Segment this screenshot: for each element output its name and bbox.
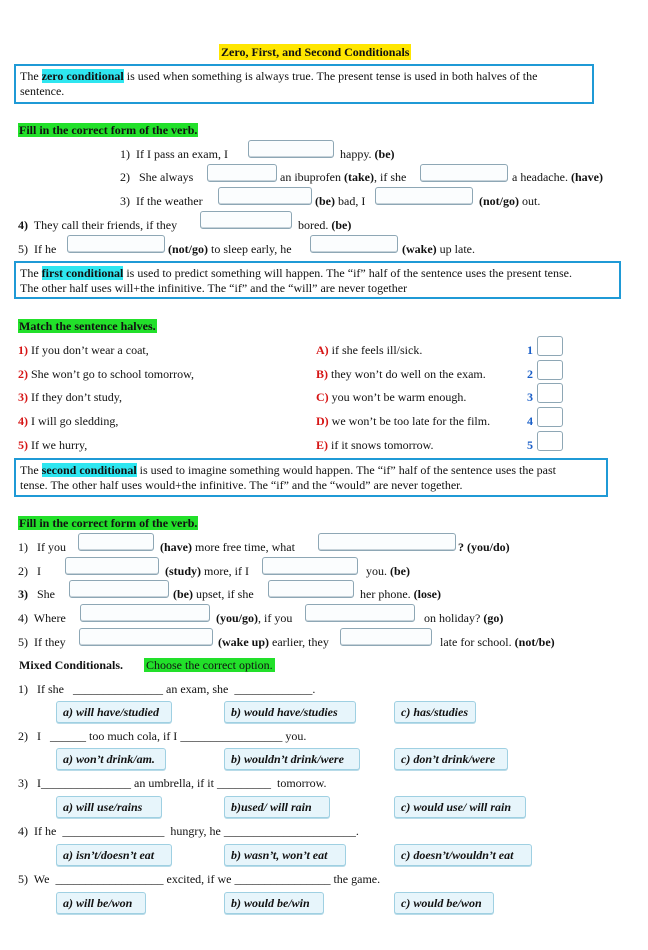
match-heading: Match the sentence halves.	[19, 319, 156, 333]
match-left-1: 1) If you don’t wear a coat,	[18, 343, 149, 357]
match-answer-input-4[interactable]	[537, 407, 563, 427]
mixed-1-option-c[interactable]: c) has/studies	[394, 701, 476, 723]
s3-item-3-input-a[interactable]	[69, 580, 169, 598]
match-left-4: 4) I will go sledding,	[18, 414, 119, 428]
match-right-e: E) if it snows tomorrow.	[316, 438, 434, 452]
mixed-item-1: 1) If she _______________ an exam, she _____________.	[18, 682, 316, 696]
match-answer-input-3[interactable]	[537, 383, 563, 403]
zero-conditional-box: The zero conditional is used when something is always true. The present tense is used in both halves of the sentence.	[14, 64, 594, 104]
s1-item-5-input-b[interactable]	[310, 235, 398, 253]
mixed-2-option-c[interactable]: c) don’t drink/were	[394, 748, 508, 770]
mixed-5-option-a[interactable]: a) will be/won	[56, 892, 146, 914]
mixed-2-option-b[interactable]: b) wouldn’t drink/were	[224, 748, 360, 770]
s3-item-5: 5) If they	[18, 635, 66, 649]
match-right-c: C) you won’t be warm enough.	[316, 390, 467, 404]
mixed-item-2: 2) I ______ too much cola, if I _________________ you.	[18, 729, 307, 743]
s1-item-1-input[interactable]	[248, 140, 334, 158]
mixed-3-option-a[interactable]: a) will use/rains	[56, 796, 162, 818]
mixed-item-5: 5) We __________________ excited, if we ________________ the game.	[18, 872, 381, 886]
s1-item-3-input-b[interactable]	[375, 187, 473, 205]
s3-item-4-input-b[interactable]	[305, 604, 415, 622]
match-answer-num-5: 5	[527, 438, 533, 452]
page-title: Zero, First, and Second Conditionals	[221, 45, 410, 59]
s3-item-3-input-b[interactable]	[268, 580, 354, 598]
mixed-3-option-b[interactable]: b)used/ will rain	[224, 796, 330, 818]
match-answer-num-2: 2	[527, 367, 533, 381]
mixed-3-option-c[interactable]: c) would use/ will rain	[394, 796, 526, 818]
match-left-5: 5) If we hurry,	[18, 438, 88, 452]
mixed-item-3: 3) I_______________ an umbrella, if it _________ tomorrow.	[18, 776, 327, 790]
s3-item-2-input-b[interactable]	[262, 557, 358, 575]
s1-item-4-input[interactable]	[200, 211, 292, 229]
s3-item-1-input-b[interactable]	[318, 533, 456, 551]
mixed-heading: Mixed Conditionals.	[19, 658, 124, 672]
mixed-1-option-a[interactable]: a) will have/studied	[56, 701, 172, 723]
s1-item-2-input-a[interactable]	[207, 164, 277, 182]
match-left-2: 2) She won’t go to school tomorrow,	[18, 367, 194, 381]
s3-item-1-input-a[interactable]	[78, 533, 154, 551]
s3-item-1: 1) If you	[18, 540, 66, 554]
s3-item-2: 2) I	[18, 564, 41, 578]
s3-item-5-input-a[interactable]	[79, 628, 213, 646]
s1-item-4: 4) They call their friends, if they	[18, 218, 178, 232]
mixed-5-option-c[interactable]: c) would be/won	[394, 892, 494, 914]
match-answer-input-2[interactable]	[537, 360, 563, 380]
second-conditional-box: The second conditional is used to imagine something would happen. The “if” half of the sentence uses the past tense. The other half uses would+the infinitive. The “if” and the “would” are never together.	[14, 458, 608, 497]
mixed-4-option-b[interactable]: b) wasn’t, won’t eat	[224, 844, 346, 866]
mixed-4-option-a[interactable]: a) isn’t/doesn’t eat	[56, 844, 172, 866]
s1-item-2: 2) She always	[120, 170, 194, 184]
s1-item-2-input-b[interactable]	[420, 164, 508, 182]
match-left-3: 3) If they don’t study,	[18, 390, 122, 404]
s1-item-1: 1) If I pass an exam, I	[120, 147, 228, 161]
match-right-d: D) we won’t be too late for the film.	[316, 414, 491, 428]
match-answer-num-1: 1	[527, 343, 533, 357]
s3-item-5-input-b[interactable]	[340, 628, 432, 646]
s3-item-3: 3) She	[18, 587, 55, 601]
match-right-a: A) if she feels ill/sick.	[316, 343, 423, 357]
match-answer-input-1[interactable]	[537, 336, 563, 356]
mixed-2-option-a[interactable]: a) won’t drink/am.	[56, 748, 166, 770]
mixed-1-option-b[interactable]: b) would have/studies	[224, 701, 356, 723]
s1-item-3-input-a[interactable]	[218, 187, 312, 205]
s3-item-4: 4) Where	[18, 611, 66, 625]
mixed-item-4: 4) If he _________________ hungry, he ______________________.	[18, 824, 359, 838]
match-right-b: B) they won’t do well on the exam.	[316, 367, 486, 381]
section3-heading: Fill in the correct form of the verb.	[19, 516, 198, 530]
s1-item-3: 3) If the weather	[120, 194, 203, 208]
mixed-5-option-b[interactable]: b) would be/win	[224, 892, 324, 914]
match-answer-num-4: 4	[527, 414, 533, 428]
s1-item-5-input-a[interactable]	[67, 235, 165, 253]
mixed-4-option-c[interactable]: c) doesn’t/wouldn’t eat	[394, 844, 532, 866]
s3-item-4-input-a[interactable]	[80, 604, 210, 622]
mixed-instruction: Choose the correct option.	[146, 658, 273, 672]
match-answer-num-3: 3	[527, 390, 533, 404]
zero-conditional-term: zero conditional	[41, 69, 124, 83]
first-conditional-box: The first conditional is used to predict something will happen. The “if” half of the sentence uses the present tense. The other half uses will+the infinitive. The “if” and the “will” are never together	[14, 261, 621, 299]
first-conditional-term: first conditional	[41, 266, 124, 280]
s1-item-5: 5) If he	[18, 242, 57, 256]
s3-item-2-input-a[interactable]	[65, 557, 159, 575]
second-conditional-term: second conditional	[41, 463, 137, 477]
match-answer-input-5[interactable]	[537, 431, 563, 451]
section1-heading: Fill in the correct form of the verb.	[19, 123, 198, 137]
